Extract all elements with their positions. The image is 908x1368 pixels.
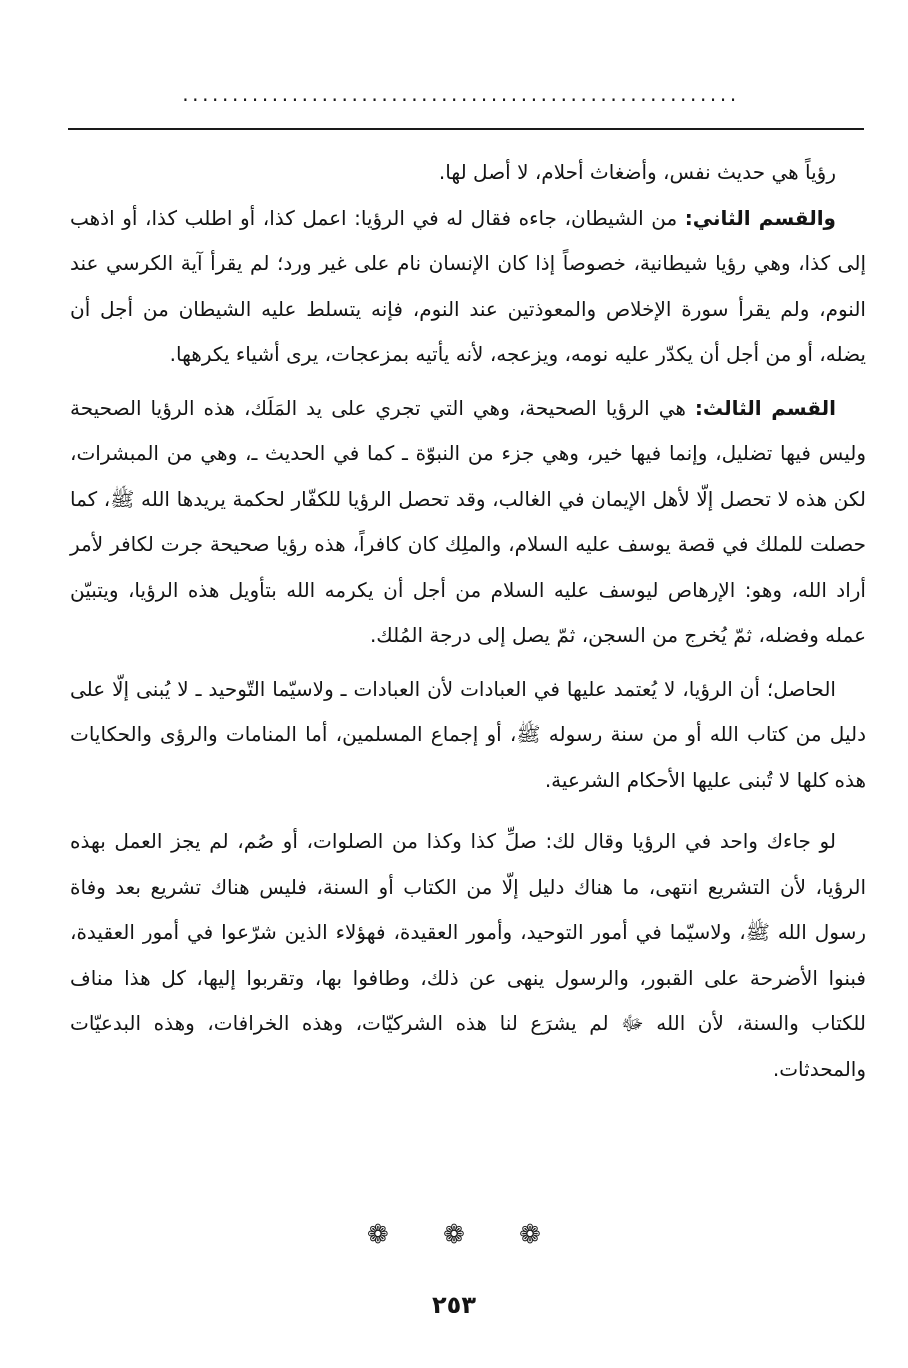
page-number: ٢٥٣ [432,1291,476,1319]
ornament-icon: ❁ [443,1220,465,1250]
ornament-icon: ❁ [519,1220,541,1250]
paragraph-conclusion [70,667,866,804]
paragraph-1 [70,150,866,196]
ornament-icon: ❁ [367,1220,389,1250]
header-rule [68,128,864,130]
paragraph-1-text: رؤياً هي حديث نفس، وأضغاث أحلام، لا أصل لها. [438,160,836,184]
paragraph-section-three [70,386,866,659]
section-divider-ornaments [0,1220,908,1250]
section-two-heading: والقسم الثاني: [684,205,836,230]
paragraph-example [70,819,866,1092]
section-two-text: من الشيطان، جاءه فقال له في الرؤيا: اعمل كذا، أو اطلب كذا، أو اذهب إلى كذا، وهي رؤيا شيطانية، خصوصاً إذا كان الإنسان نام على غير ورد؛ لم يقرأ آية الكرسي عند النوم، ولم يقرأ سورة الإخلاص والمعوذتين عند النوم، فإنه يتسلط عليه الشيطان من أجل أن يضله، أو من أجل أن يكدّر عليه نومه، ويزعجه، لأنه يأتيه بمزعجات، يرى أشياء يكرهها. [70,205,866,366]
header-dotted-line: ........................................................ [182,84,740,104]
paragraph-conclusion-text: الحاصل؛ أن الرؤيا، لا يُعتمد عليها في العبادات لأن العبادات ـ ولاسيّما التّوحيد ـ لا يُبنى إلّا على دليل من كتاب الله أو من سنة رسوله ﷺ، أو إجماع المسلمين، أما المنامات والرؤى والحكايات هذه كلها لا تُبنى عليها الأحكام الشرعية. [70,676,866,792]
section-three-heading: القسم الثالث: [694,395,837,420]
paragraph-section-two [70,196,866,378]
paragraph-example-text: لو جاءك واحد في الرؤيا وقال لك: صلِّ كذا وكذا من الصلوات، أو صُم، لم يجز العمل بهذه الرؤيا، لأن التشريع انتهى، ما هناك دليل إلّا من الكتاب أو السنة، فليس هناك تشريع بعد وفاة رسول الله ﷺ، ولاسيّما في أمور التوحيد، وأمور العقيدة، فهؤلاء الذين شرّعوا في أمور العقيدة، فبنوا الأضرحة على القبور، والرسول ينهى عن ذلك، وطافوا بها، وتقربوا إليها، كل هذا مناف للكتاب والسنة، لأن الله ﷻ لم يشرَع لنا هذه الشركيّات، وهذه الخرافات، وهذه البدعيّات والمحدثات. [70,829,866,1081]
section-three-text: هي الرؤيا الصحيحة، وهي التي تجري على يد المَلَك، هذه الرؤيا الصحيحة وليس فيها تضليل، وإنما فيها خير، وهي جزء من النبوّة ـ كما في الحديث ـ، وهي من المبشرات، لكن هذه لا تحصل إلّا لأهل الإيمان في الغالب، وقد تحصل الرؤيا للكفّار لحكمة يريدها الله ﷺ، كما حصلت للملك في قصة يوسف عليه السلام، والملِك كان كافراً، هذه رؤيا صحيحة جرت لكافر لأمر أراد الله، وهو: الإرهاص ليوسف عليه السلام من أجل أن يكرمه الله بتأويل هذه الرؤيا، ويتبيّن عمله وفضله، ثمّ يُخرج من السجن، ثمّ يصل إلى درجة المُلك. [70,395,866,647]
page-body [70,150,866,1092]
